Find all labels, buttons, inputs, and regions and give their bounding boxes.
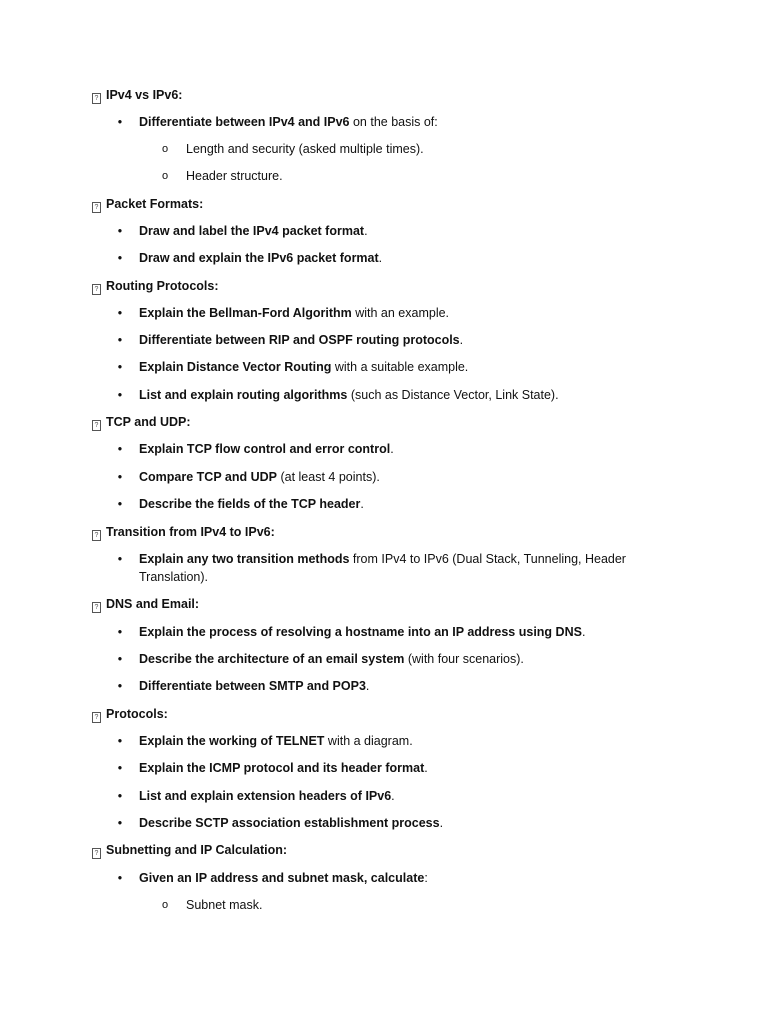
list-item: Explain TCP flow control and error control. bbox=[139, 442, 394, 456]
missing-glyph-icon: ? bbox=[92, 420, 101, 431]
bullet-icon: • bbox=[117, 442, 123, 456]
sub-bullet-icon: o bbox=[161, 899, 169, 911]
missing-glyph-icon: ? bbox=[92, 602, 101, 613]
section-heading bbox=[92, 524, 275, 541]
section-title: DNS and Email: bbox=[106, 597, 200, 611]
list-item: Explain the process of resolving a hostname into an IP address using DNS. bbox=[139, 625, 586, 639]
bullet-icon: • bbox=[117, 333, 123, 347]
sub-list-item: Header structure. bbox=[186, 169, 283, 183]
bullet-icon: • bbox=[117, 734, 123, 748]
bullet-icon: • bbox=[117, 251, 123, 265]
bullet-icon: • bbox=[117, 470, 123, 484]
missing-glyph-icon: ? bbox=[92, 530, 101, 541]
bullet-icon: • bbox=[117, 224, 123, 238]
list-item: Describe the architecture of an email system (with four scenarios). bbox=[139, 652, 524, 666]
section-title: Transition from IPv4 to IPv6: bbox=[106, 525, 275, 539]
sub-list-item: Length and security (asked multiple times). bbox=[186, 142, 424, 156]
section-title: Subnetting and IP Calculation: bbox=[106, 843, 288, 857]
section-heading bbox=[92, 196, 203, 213]
list-item: Describe SCTP association establishment process. bbox=[139, 816, 444, 830]
bullet-icon: • bbox=[117, 679, 123, 693]
list-item: List and explain routing algorithms (such as Distance Vector, Link State). bbox=[139, 388, 559, 402]
bullet-icon: • bbox=[117, 388, 123, 402]
list-item: Describe the fields of the TCP header. bbox=[139, 497, 364, 511]
bullet-icon: • bbox=[117, 360, 123, 374]
bullet-icon: • bbox=[117, 816, 123, 830]
section-title: IPv4 vs IPv6: bbox=[106, 88, 183, 102]
bullet-icon: • bbox=[117, 306, 123, 320]
list-item: Differentiate between IPv4 and IPv6 on the basis of: bbox=[139, 115, 438, 129]
list-item: Given an IP address and subnet mask, calculate: bbox=[139, 871, 428, 885]
list-item: Explain the working of TELNET with a diagram. bbox=[139, 734, 413, 748]
section-title: Packet Formats: bbox=[106, 197, 204, 211]
section-heading bbox=[92, 842, 287, 859]
section-heading bbox=[92, 596, 199, 613]
missing-glyph-icon: ? bbox=[92, 712, 101, 723]
list-item: Differentiate between RIP and OSPF routing protocols. bbox=[139, 333, 464, 347]
missing-glyph-icon: ? bbox=[92, 848, 101, 859]
section-title: Routing Protocols: bbox=[106, 279, 219, 293]
section-heading bbox=[92, 414, 191, 431]
list-item: List and explain extension headers of IPv6. bbox=[139, 789, 395, 803]
sub-list-item: Subnet mask. bbox=[186, 898, 263, 912]
bullet-icon: • bbox=[117, 761, 123, 775]
list-item: Explain any two transition methods from IPv4 to IPv6 (Dual Stack, Tunneling, Header bbox=[139, 552, 626, 566]
list-item: Draw and explain the IPv6 packet format. bbox=[139, 251, 383, 265]
sub-bullet-icon: o bbox=[161, 143, 169, 155]
section-title: TCP and UDP: bbox=[106, 415, 191, 429]
bullet-icon: • bbox=[117, 115, 123, 129]
missing-glyph-icon: ? bbox=[92, 93, 101, 104]
bullet-icon: • bbox=[117, 552, 123, 566]
missing-glyph-icon: ? bbox=[92, 284, 101, 295]
section-heading bbox=[92, 87, 182, 104]
section-title: Protocols: bbox=[106, 707, 168, 721]
section-heading bbox=[92, 278, 219, 295]
list-item: Differentiate between SMTP and POP3. bbox=[139, 679, 370, 693]
bullet-icon: • bbox=[117, 652, 123, 666]
bullet-icon: • bbox=[117, 871, 123, 885]
bullet-icon: • bbox=[117, 497, 123, 511]
list-item: Draw and label the IPv4 packet format. bbox=[139, 224, 368, 238]
list-item: Explain Distance Vector Routing with a suitable example. bbox=[139, 360, 469, 374]
list-item-continuation: Translation). bbox=[139, 570, 209, 584]
list-item: Explain the Bellman-Ford Algorithm with an example. bbox=[139, 306, 450, 320]
bullet-icon: • bbox=[117, 625, 123, 639]
list-item: Explain the ICMP protocol and its header format. bbox=[139, 761, 428, 775]
missing-glyph-icon: ? bbox=[92, 202, 101, 213]
bullet-icon: • bbox=[117, 789, 123, 803]
section-heading bbox=[92, 706, 168, 723]
sub-bullet-icon: o bbox=[161, 170, 169, 182]
list-item: Compare TCP and UDP (at least 4 points). bbox=[139, 470, 380, 484]
